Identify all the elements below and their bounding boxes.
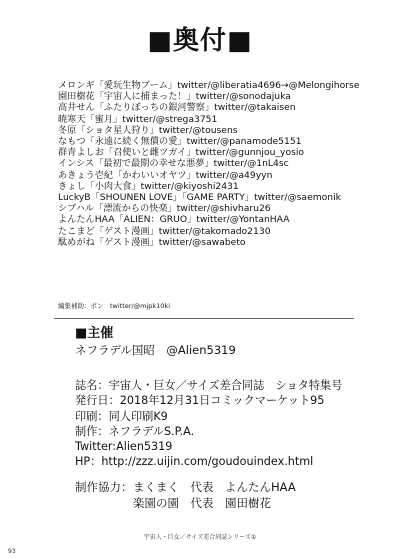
credit-line: シブハル「漂流からの快楽」twitter/@shivharu26 — [58, 203, 271, 215]
credit-line: なもつ「永遠に続く無償の愛」twitter/@panamode5151 — [58, 136, 302, 148]
credit-line: 高井せん「ふたりぼっちの銀河警察」twitter/@takaisen — [58, 102, 296, 114]
credit-line: 園田樹花「宇宙人に捕まった！」twitter/@sonodajuka — [58, 91, 291, 103]
credit-line: LuckyB「SHOUNEN LOVE」「GAME PARTY」twitter/@saemonik — [58, 192, 341, 204]
section-divider — [54, 318, 354, 319]
credit-line: 冬原「ショタ星人狩り」twitter/@tousens — [58, 124, 238, 136]
page-number: 93 — [8, 548, 16, 555]
title-area — [0, 26, 400, 56]
cooperation-entry: まくまく 代表 よんたんHAA — [133, 480, 296, 494]
twitter-handle: Twitter:Alien5319 — [75, 440, 173, 454]
cooperation-line-1 — [75, 480, 395, 496]
credit-line: インシス「最初で最期の幸せな悪夢」twitter/@1nL4sc — [58, 158, 289, 170]
series-footer: 宇宙人・巨女／サイズ差合同誌シリーズ① — [143, 534, 257, 541]
printer: 印刷：同人印刷K9 — [75, 409, 168, 423]
credit-line: 群青よしお「召使いと雌ツガイ」twitter/@gunnjou_yosio — [58, 147, 305, 159]
credit-line: きょし「小肉大食」twitter/@kiyoshi2431 — [58, 180, 239, 192]
credit-line: たこまど「ゲスト漫画」twitter/@takomado2130 — [58, 225, 271, 237]
credit-line: メロンギ「愛玩生物ブーム」twitter/@liberatia4696→@Melongihorse — [58, 80, 360, 91]
sponsor-heading: ■主催 — [75, 326, 114, 341]
publication-info — [75, 378, 395, 470]
colophon-title: ■奥付■ — [147, 26, 253, 56]
credit-line: 駄めがね「ゲスト漫画」twitter/@sawabeto — [58, 236, 246, 248]
editing-assistant: 編集補助：ポン twitter/@mjpk10ki — [58, 302, 170, 310]
production-cooperation — [75, 480, 395, 511]
author-credits — [58, 80, 398, 248]
cooperation-entry: 楽園の園 代表 園田樹花 — [133, 495, 271, 510]
publication-date: 発行日：2018年12月31日コミックマーケット95 — [75, 394, 325, 408]
credit-line: あきょう壱紀「かわいいオヤツ」twitter/@a49yyn — [58, 169, 273, 181]
cooperation-line-2 — [75, 496, 395, 512]
sponsor-name: ネフラデル国昭 @Alien5319 — [75, 343, 236, 357]
credit-line: 暁寒天「蜜月」twitter/@strega3751 — [58, 113, 218, 125]
homepage-url: HP：http://zzz.uijin.com/goudouindex.html — [75, 455, 314, 469]
production: 制作：ネフラデルS.P.A. — [75, 424, 195, 438]
credit-line: よんたんHAA「ALIEN：GRUO」twitter/@YontanHAA — [58, 214, 290, 226]
cooperation-label: 制作協力： — [75, 480, 133, 494]
publication-title: 誌名：宇宙人・巨女／サイズ差合同誌 ショタ特集号 — [75, 379, 343, 392]
